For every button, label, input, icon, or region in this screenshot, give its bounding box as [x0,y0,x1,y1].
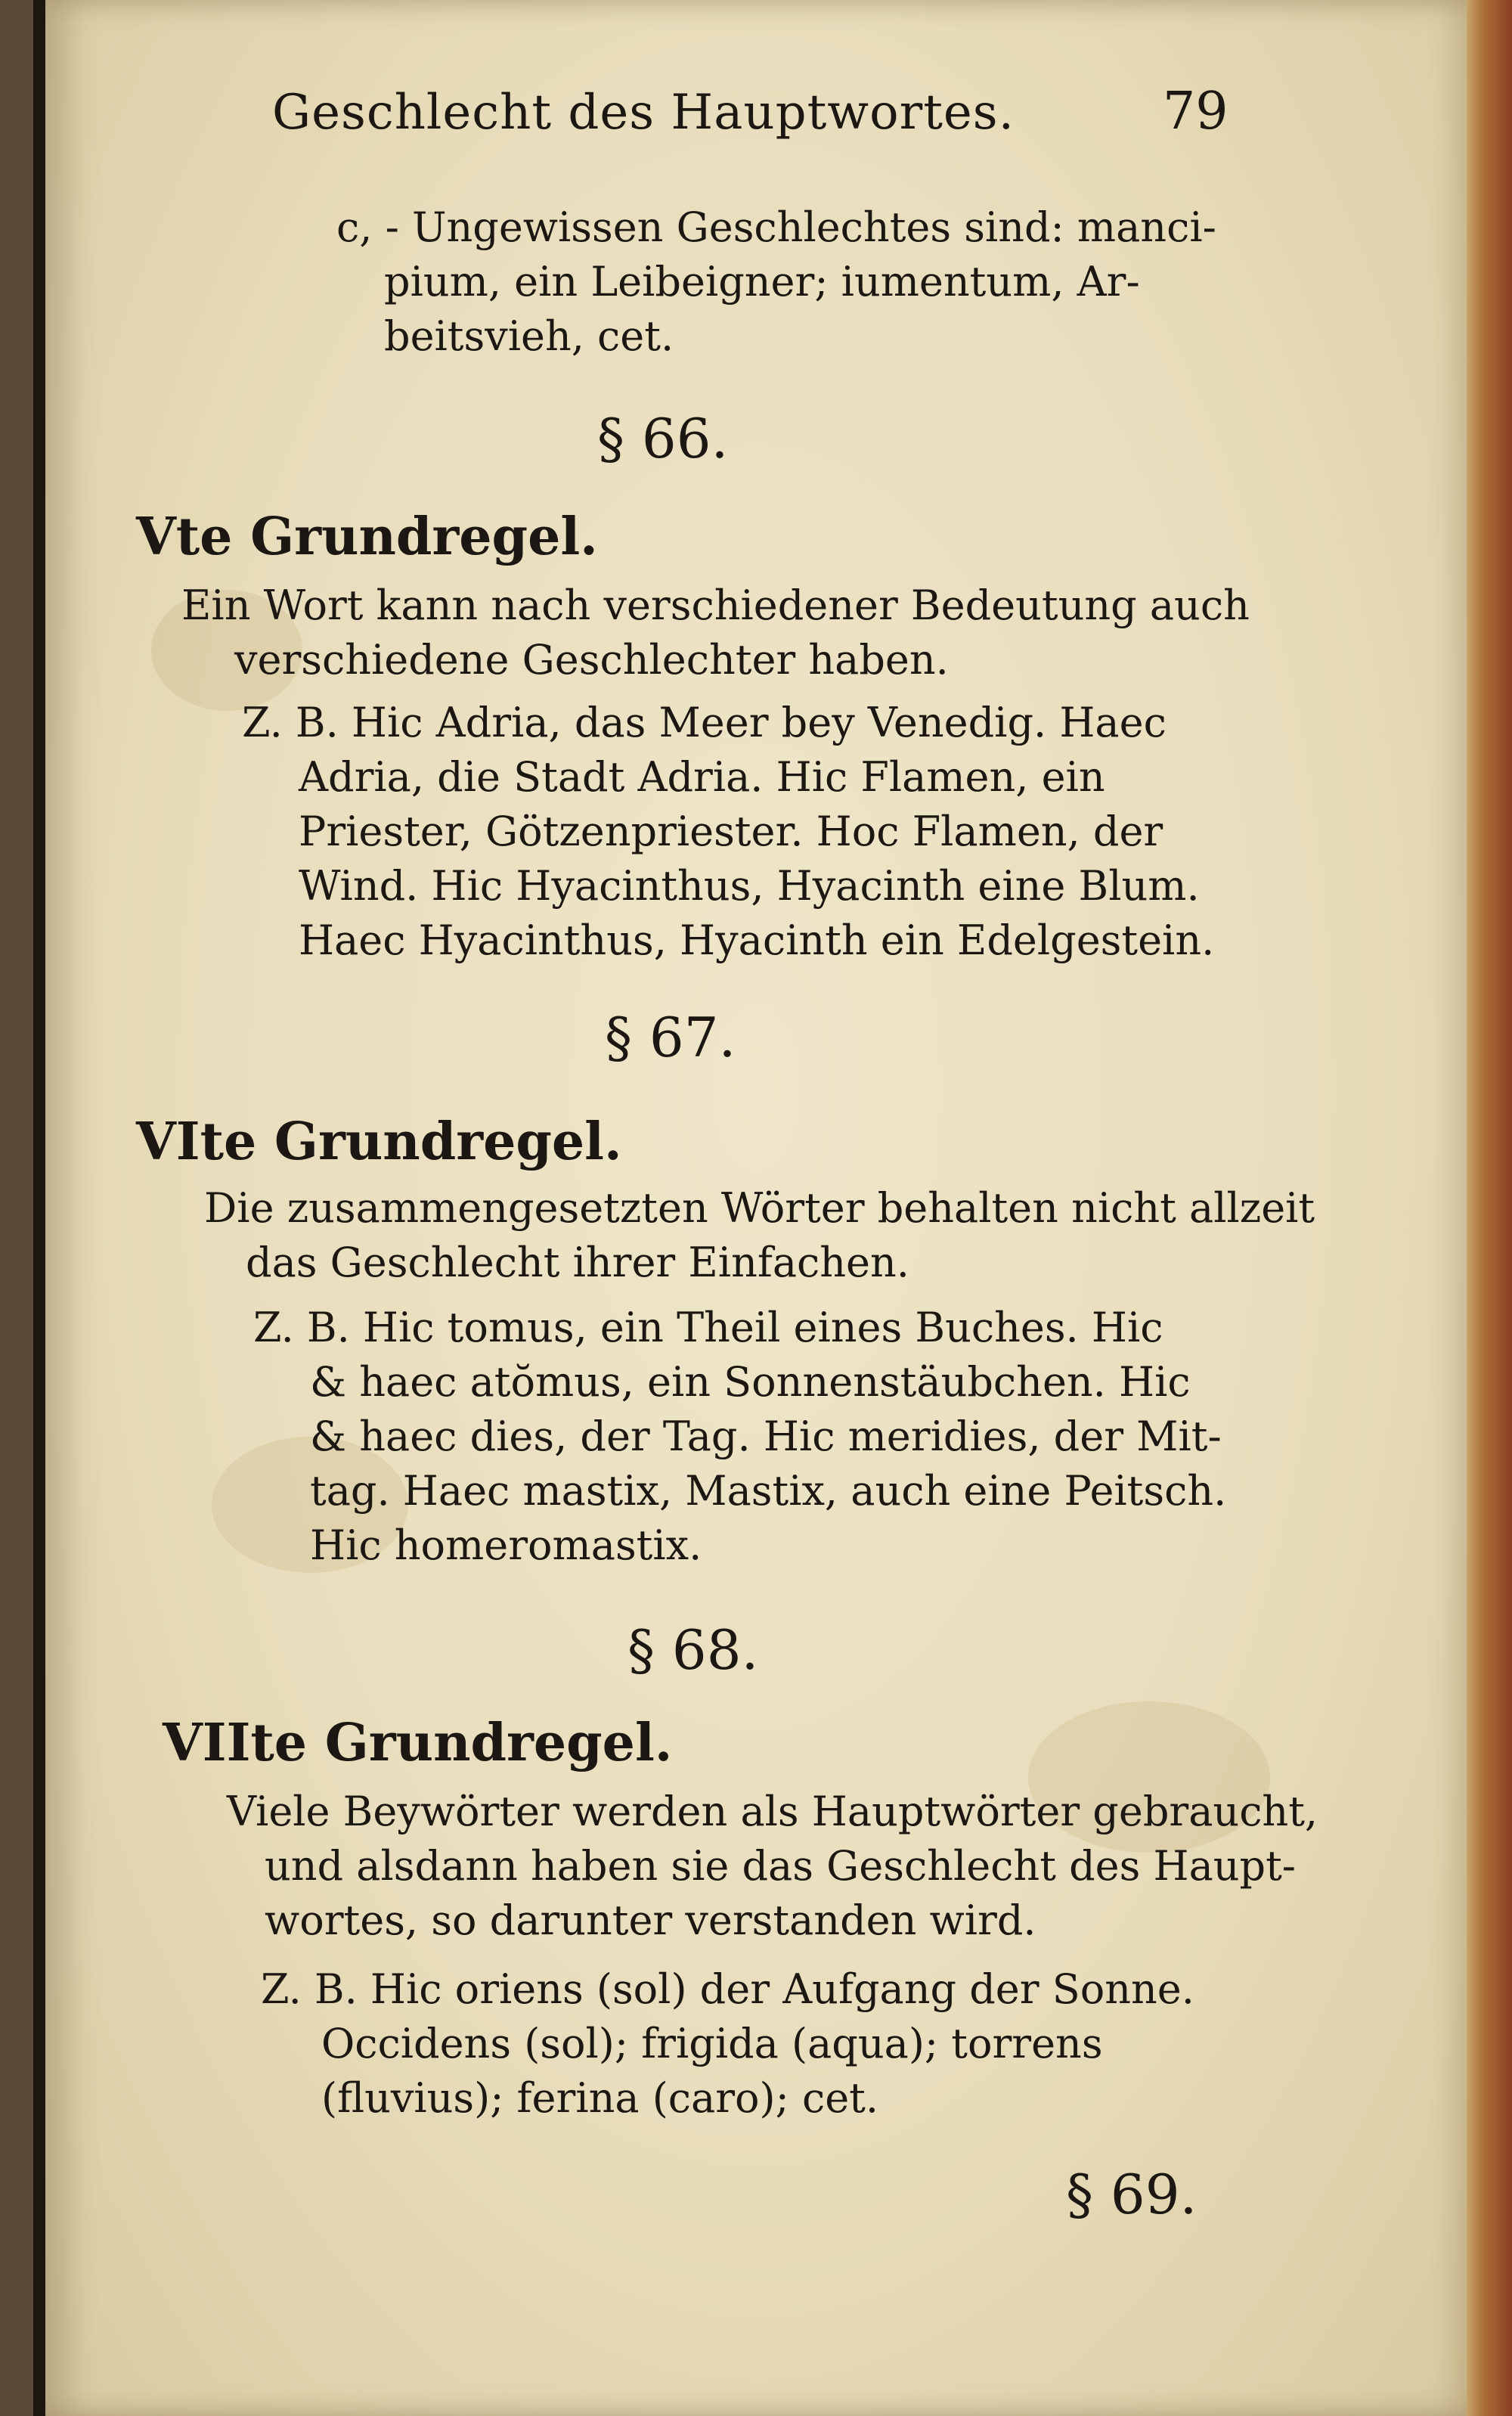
example-line: Haec Hyacinthus, Hyacinth ein Edelgestein. [299,916,1215,964]
running-head: Geschlecht des Hauptwortes. [272,85,1015,141]
rule-heading: Vte Grundregel. [136,507,598,567]
text-line: c, - Ungewissen Geschlechtes sind: manci- [336,203,1216,251]
example-line: Z. B. Hic tomus, ein Theil eines Buches. Hic [253,1304,1163,1351]
rule-text-line: verschiedene Geschlechter haben. [234,636,949,684]
example-line: Wind. Hic Hyacinthus, Hyacinth eine Blum. [299,862,1200,910]
example-line: & haec atŏmus, ein Sonnenstäubchen. Hic [310,1358,1191,1406]
rule-text-line: und alsdann haben sie das Geschlecht des Haupt- [265,1842,1297,1890]
example-line: Priester, Götzenpriester. Hoc Flamen, der [299,808,1163,855]
rule-text-line: wortes, so darunter verstanden wird. [265,1897,1036,1944]
example-line: Hic homeromastix. [310,1521,702,1569]
rule-text-line: Die zusammengesetzten Wörter behalten nicht allzeit [204,1184,1315,1232]
section-number: § 68. [627,1618,759,1682]
example-line: (fluvius); ferina (caro); cet. [321,2074,879,2122]
rule-text-line: Viele Beywörter werden als Hauptwörter gebraucht, [227,1788,1318,1835]
rule-heading: VIIte Grundregel. [163,1713,673,1773]
example-line: & haec dies, der Tag. Hic meridies, der Mit- [310,1413,1222,1460]
example-line: Adria, die Stadt Adria. Hic Flamen, ein [299,753,1105,801]
rule-heading: VIte Grundregel. [136,1112,622,1172]
section-number: § 67. [605,1006,736,1069]
example-line: tag. Haec mastix, Mastix, auch eine Peitsch. [310,1467,1227,1515]
rule-text-line: das Geschlecht ihrer Einfachen. [246,1239,909,1286]
page-number: 79 [1163,82,1228,141]
next-section-catchword: § 69. [1066,2163,1198,2226]
example-line: Occidens (sol); frigida (aqua); torrens [321,2020,1103,2067]
section-number: § 66. [597,407,729,470]
text-line: beitsvieh, cet. [384,312,674,360]
example-line: Z. B. Hic oriens (sol) der Aufgang der Sonne. [261,1965,1194,2013]
text-line: pium, ein Leibeigner; iumentum, Ar- [384,258,1140,305]
page-edge [1467,0,1512,2416]
rule-text-line: Ein Wort kann nach verschiedener Bedeutung auch [181,582,1250,629]
example-line: Z. B. Hic Adria, das Meer bey Venedig. Haec [242,699,1167,746]
